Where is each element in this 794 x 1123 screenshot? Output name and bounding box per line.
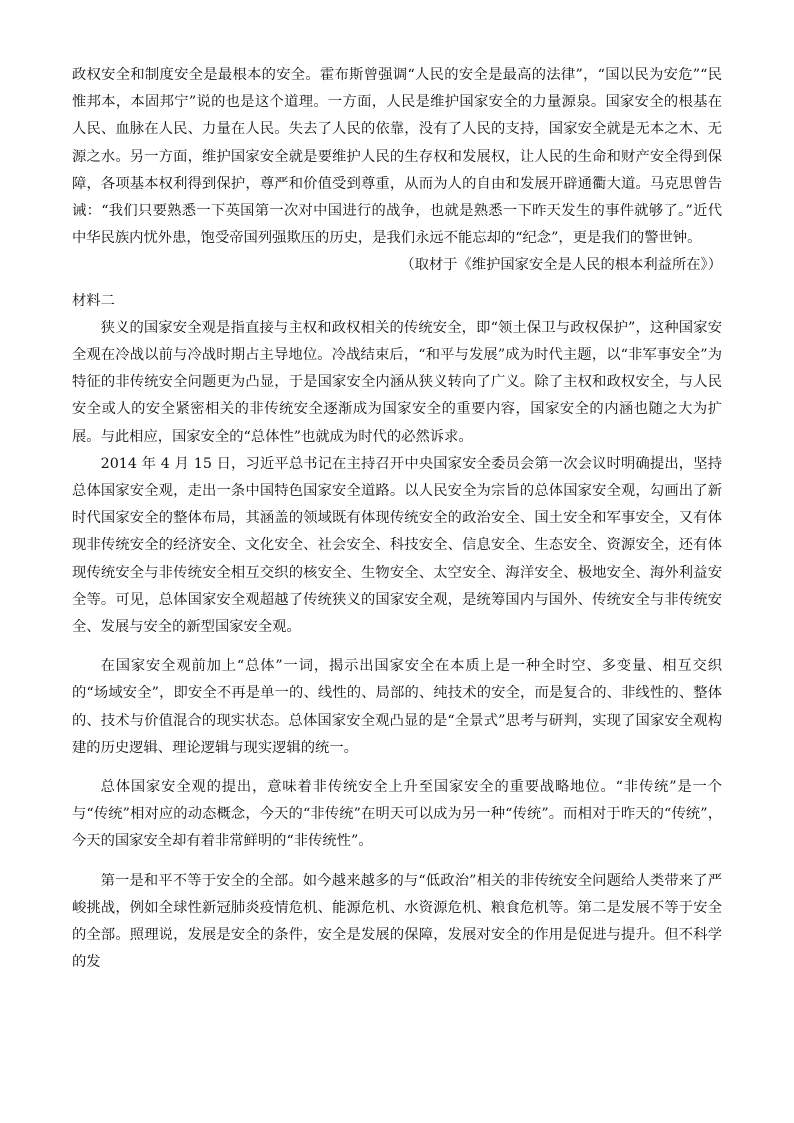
section-heading-material-2: 材料二 xyxy=(72,292,115,309)
document-page xyxy=(72,62,722,977)
source-citation: （取材于《维护国家安全是人民的根本利益所在》） xyxy=(400,257,722,274)
paragraph-5: 第一是和平不等于安全的全部。如今越来越多的与“低政治”相关的非传统安全问题给人类带来了严峻挑战，例如全球性新冠肺炎疫情危机、能源危机、水资源危机、粮食危机等。第二是发展不等于安全的全部。照理说，发展是安全的条件，安全是发展的保障，发展对安全的作用是促进与提升。但不科学的发 xyxy=(72,872,722,971)
paragraph-2: 2014 年 4 月 15 日，习近平总书记在主持召开中央国家安全委员会第一次会议时明确提出，坚持总体国家安全观，走出一条中国特色国家安全道路。以人民安全为宗旨的总体国家安全观，勾画出了新时代国家安全的整体布局，其涵盖的领域既有体现传统安全的政治安全、国土安全和军事安全，又有体现非传统安全的经济安全、文化安全、社会安全、科技安全、信息安全、生态安全、资源安全，还有体现传统安全与非传统安全相互交织的核安全、生物安全、太空安全、海洋安全、极地安全、海外利益安全等。可见，总体国家安全观超越了传统狭义的国家安全观，是统筹国内与国外、传统安全与非传统安全、发展与安全的新型国家安全观。 xyxy=(72,455,722,636)
paragraph-intro: 政权安全和制度安全是最根本的安全。霍布斯曾强调“人民的安全是最高的法律”，“国以民为安危”“民惟邦本，本固邦宁”说的也是这个道理。一方面，人民是维护国家安全的力量源泉。国家安全的根基在人民、血脉在人民、力量在人民。失去了人民的依靠，没有了人民的支持，国家安全就是无本之木、无源之水。另一方面，维护国家安全就是要维护人民的生存权和发展权，让人民的生命和财产安全得到保障，各项基本权利得到保护，尊严和价值受到尊重，从而为人的自由和发展开辟通衢大道。马克思曾告诫：“我们只要熟悉一下英国第一次对中国进行的战争，也就是熟悉一下昨天发生的事件就够了。”近代中华民族内忧外患，饱受帝国列强欺压的历史，是我们永远不能忘却的“纪念”，更是我们的警世钟。 xyxy=(72,67,722,247)
paragraph-3: 在国家安全观前加上“总体”一词，揭示出国家安全在本质上是一种全时空、多变量、相互交织的“场域安全”，即安全不再是单一的、线性的、局部的、纯技术的安全，而是复合的、非线性的、整体的、技术与价值混合的现实状态。总体国家安全观凸显的是“全景式”思考与研判，实现了国家安全观构建的历史逻辑、理论逻辑与现实逻辑的统一。 xyxy=(72,658,722,756)
paragraph-4: 总体国家安全观的提出，意味着非传统安全上升至国家安全的重要战略地位。“非传统”是一个与“传统”相对应的动态概念，今天的“非传统”在明天可以成为另一种“传统”。而相对于昨天的“传统”，今天的国家安全却有着非常鲜明的“非传统性”。 xyxy=(72,779,722,850)
paragraph-1: 狭义的国家安全观是指直接与主权和政权相关的传统安全，即“领土保卫与政权保护”，这种国家安全观在冷战以前与冷战时期占主导地位。冷战结束后，“和平与发展”成为时代主题，以“非军事安全”为特征的非传统安全问题更为凸显，于是国家安全内涵从狭义转向了广义。除了主权和政权安全，与人民安全或人的安全紧密相关的非传统安全逐渐成为国家安全的重要内容，国家安全的内涵也随之大为扩展。与此相应，国家安全的“总体性”也就成为时代的必然诉求。 xyxy=(72,319,722,445)
